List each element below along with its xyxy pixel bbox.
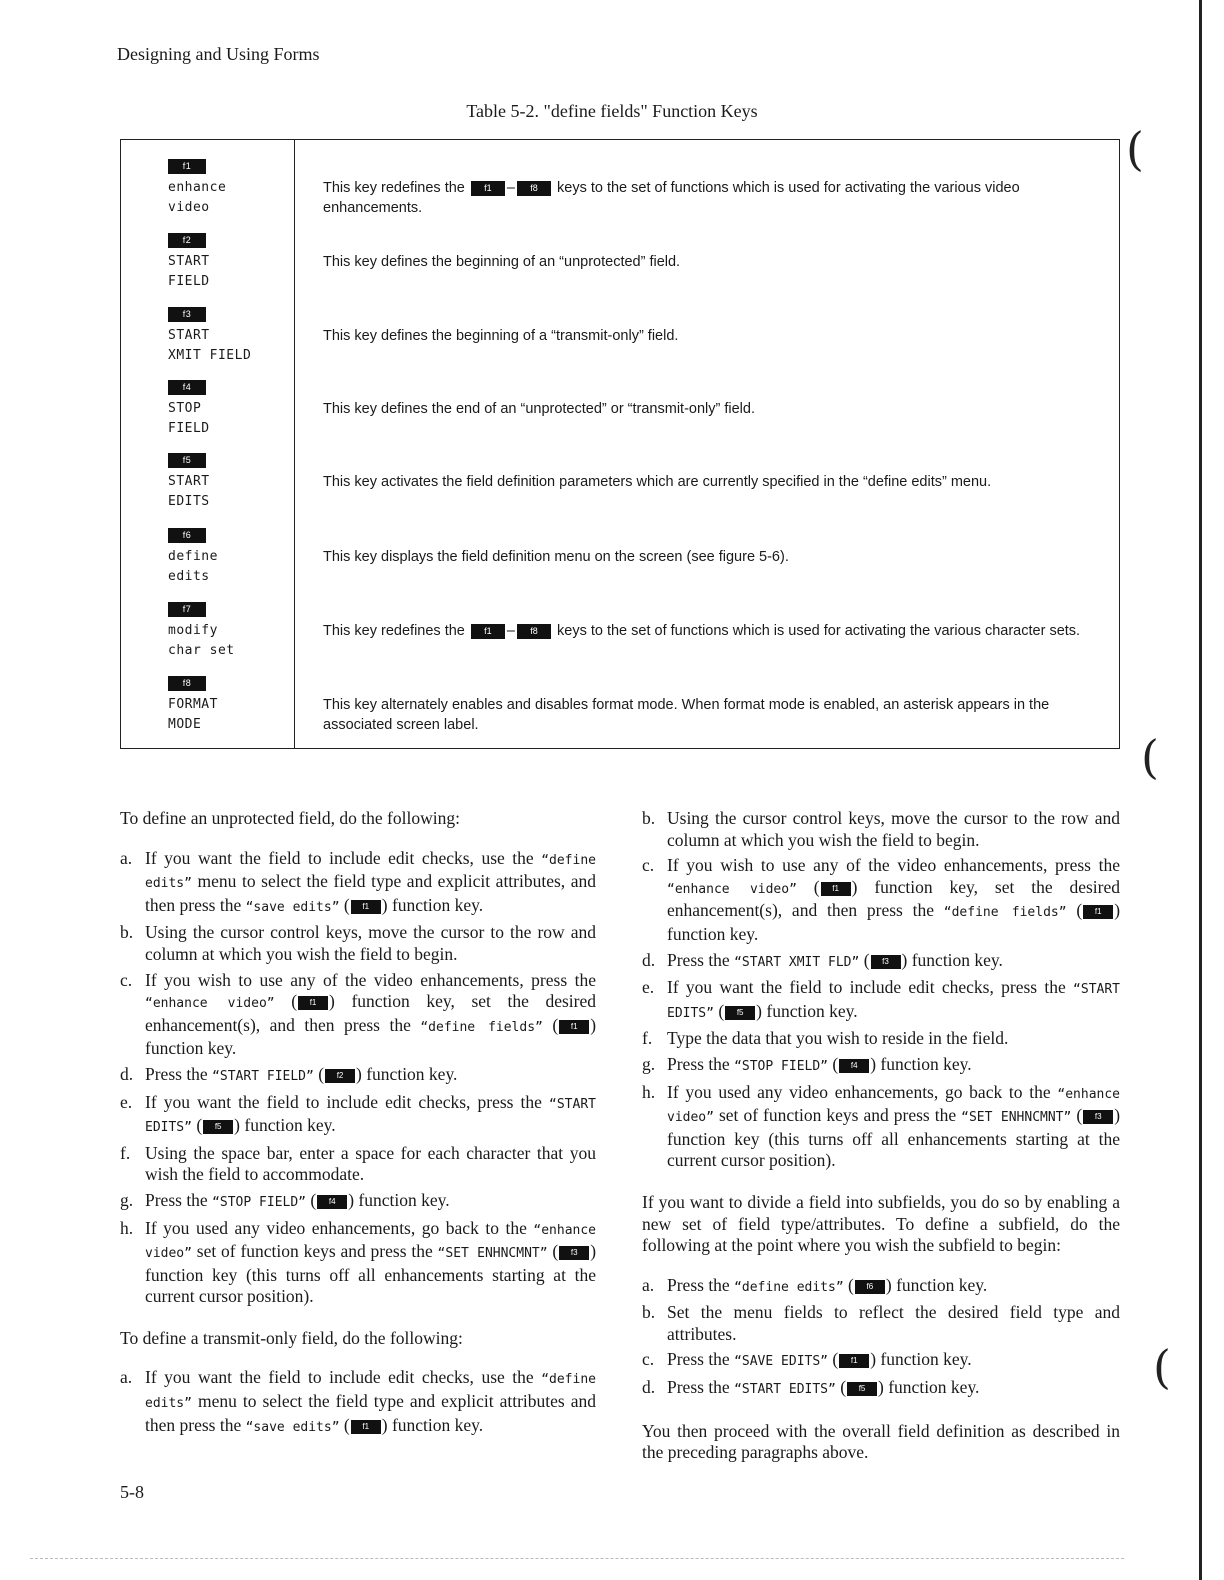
key-label: video [168,200,210,215]
list-item: b. Using the cursor control keys, move the cursor to the row and column at which you wish the field to begin. [642,808,1120,850]
list-item: h. If you used any video enhancements, go back to the “enhance video” set of function keys and press the “SET ENHNCMNT” ( f3 ) function key (this turns off all enhancements starting at the current cursor position). [642,1081,1121,1171]
f5-key-icon: f5 [847,1382,877,1396]
list-item: c. If you wish to use any of the video enhancements, press the “enhance video” ( f1 ) function key, set the desired enhancement(s), and then press the “define fields” ( f1 ) function key. [642,855,1121,944]
running-head: Designing and Using Forms [117,44,320,64]
right-column [642,808,1120,1464]
key-label: enhance [168,180,227,195]
key-description: This key displays the field definition menu on the screen (see figure 5-6). [323,549,789,565]
f3-key-icon: f3 [168,307,206,322]
list-item: a. If you want the field to include edit checks, use the “define edits” menu to select the field type and explicit attributes and then press the “save edits” ( f1 ) function key. [120,1367,596,1435]
f2-key-icon: f2 [168,233,206,248]
key-label: define [168,549,218,564]
f1-key-icon: f1 [839,1354,869,1368]
f2-key-icon: f2 [325,1069,355,1083]
key-label: START [168,328,210,343]
list-item: f. Using the space bar, enter a space for each character that you wish the field to accommodate. [120,1142,596,1185]
table-caption: Table 5-2. "define fields" Function Keys [466,101,758,121]
footer-rule [30,1558,1124,1559]
f6-key-icon: f6 [168,528,206,543]
f8-key-icon: f8 [517,181,551,196]
list-item: h. If you used any video enhancements, go back to the “enhance video” set of function keys and press the “SET ENHNCMNT” ( f3 ) function key (this turns off all enhancements starting at the current cursor position). [120,1217,597,1307]
page-number: 5-8 [120,1482,144,1502]
key-description: This key activates the field definition parameters which are currently specified in the “define edits” menu. [323,474,992,490]
section-intro: To define an unprotected field, do the following: [120,808,460,828]
section-intro: To define a transmit-only field, do the following: [120,1327,463,1348]
f1-key-icon: f1 [298,996,328,1010]
f3-key-icon: f3 [1083,1110,1113,1124]
transmit-only-steps-continued [642,808,1120,1172]
list-item: b. Using the cursor control keys, move the cursor to the row and column at which you wish the field to begin. [120,922,596,964]
f4-key-icon: f4 [317,1195,347,1209]
list-item: c. Press the “SAVE EDITS” ( f1 ) function key. [642,1349,972,1370]
list-item: g. Press the “STOP FIELD” ( f4 ) function key. [642,1053,972,1074]
f5-key-icon: f5 [725,1006,755,1020]
f1-key-icon: f1 [471,624,505,639]
list-item: a. If you want the field to include edit checks, use the “define edits” menu to select the field type and explicit attributes, and then press the “save edits” ( f1 ) function key. [120,847,596,915]
list-item: c. If you wish to use any of the video enhancements, press the “enhance video” ( f1 ) function key, set the desired enhancement(s), and then press the “define fields” ( f1 ) function key. [120,969,597,1059]
f1-key-icon: f1 [351,900,381,914]
key-label: FORMAT [168,697,218,712]
key-label: START [168,474,210,489]
f1-key-icon: f1 [351,1420,381,1434]
key-label: XMIT FIELD [168,348,252,363]
f5-key-icon: f5 [203,1120,233,1134]
f1-key-icon: f1 [821,882,851,896]
margin-mark: ( [1126,122,1144,176]
list-item: a. Press the “define edits” ( f6 ) function key. [642,1274,988,1295]
key-label: FIELD [168,421,210,436]
key-description: This key defines the beginning of a “transmit-only” field. [323,328,679,344]
key-label: modify [168,623,218,638]
key-description: This key redefines the f1 – f8 keys to the set of functions which is used for activating the various character sets. [323,623,1081,639]
key-label: EDITS [168,494,210,509]
function-key-table [120,139,1120,749]
f1-key-icon: f1 [559,1020,589,1034]
f5-key-icon: f5 [168,453,206,468]
f1-key-icon: f1 [168,159,206,174]
key-description: This key redefines the f1 – f8 keys to the set of functions which is used for activating the various video enhancements. [323,180,1020,216]
list-item: e. If you want the field to include edit checks, press the “START EDITS” ( f5 ) function key. [642,977,1121,1021]
key-label: edits [168,569,210,584]
key-description: This key defines the end of an “unprotected” or “transmit-only” field. [323,401,755,417]
f6-key-icon: f6 [855,1280,885,1294]
f1-key-icon: f1 [1083,905,1113,919]
list-item: e. If you want the field to include edit checks, press the “START EDITS” ( f5 ) function key. [120,1091,596,1136]
list-item: f. Type the data that you wish to reside in the field. [642,1028,1009,1049]
list-item: b. Set the menu fields to reflect the desired field type and attributes. [642,1302,1120,1344]
f1-key-icon: f1 [471,181,505,196]
subfield-steps [642,1275,1120,1401]
key-label: STOP [168,401,202,416]
margin-mark: ( [1153,1340,1171,1394]
f4-key-icon: f4 [839,1059,869,1073]
f3-key-icon: f3 [559,1246,589,1260]
f3-key-icon: f3 [871,955,901,969]
key-label: MODE [168,717,202,732]
unprotected-steps [120,848,596,1308]
list-item: d. Press the “START FIELD” ( f2 ) function key. [120,1063,458,1084]
closing-paragraph: You then proceed with the overall field definition as described in the preceding paragraphs above. [642,1420,1120,1463]
list-item: d. Press the “START EDITS” ( f5 ) function key. [642,1377,980,1398]
subfield-paragraph: If you want to divide a field into subfields, you do so by enabling a new set of field type/attributes. To define a subfield, do the following at the point where you wish the subfield to begin: [642,1191,1120,1256]
f8-key-icon: f8 [517,624,551,639]
key-label: START [168,254,210,269]
transmit-only-steps [120,1367,596,1438]
table-divider [294,140,295,748]
f8-key-icon: f8 [168,676,206,691]
key-label: FIELD [168,274,210,289]
key-label: char set [168,643,235,658]
key-description: This key defines the beginning of an “unprotected” field. [323,254,681,270]
key-description: This key alternately enables and disables format mode. When format mode is enabled, an asterisk appears in the associated screen label. [323,697,1050,733]
f4-key-icon: f4 [168,380,206,395]
page-edge-rule [1199,0,1202,1580]
list-item: d. Press the “START XMIT FLD” ( f3 ) function key. [642,949,1003,970]
f7-key-icon: f7 [168,602,206,617]
list-item: g. Press the “STOP FIELD” ( f4 ) function key. [120,1189,450,1210]
margin-mark: ( [1141,730,1159,784]
left-column [120,808,596,1442]
